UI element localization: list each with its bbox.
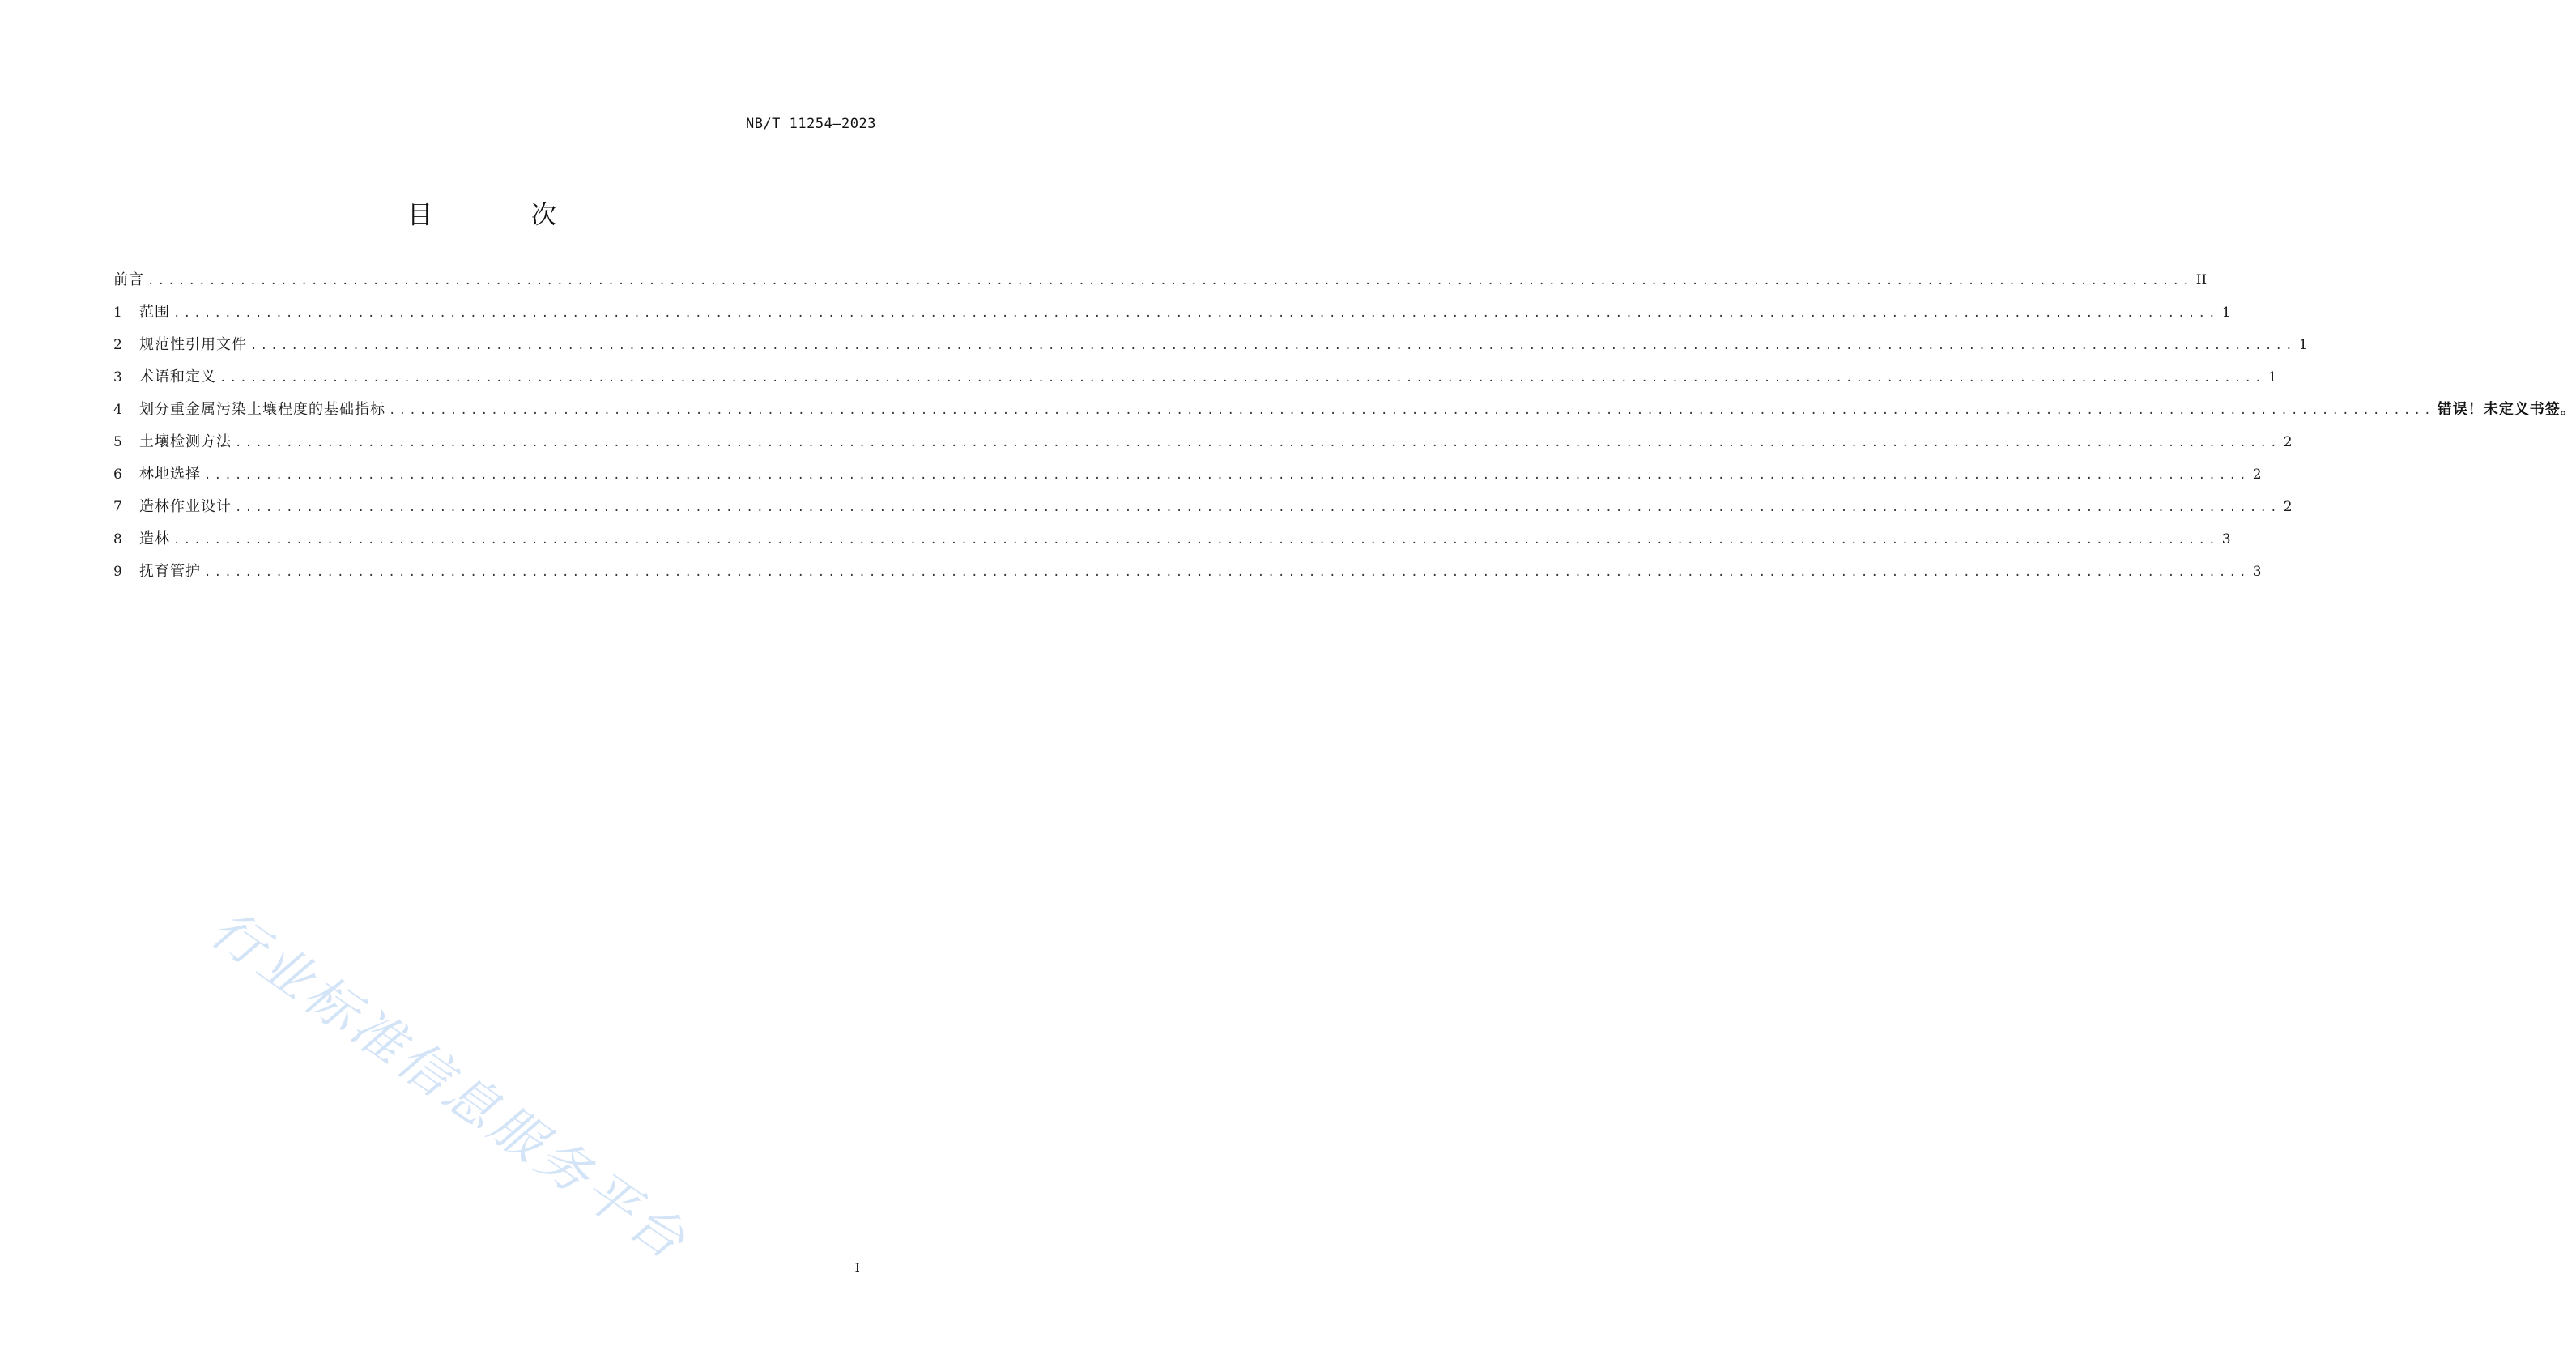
dot-leader: ........................................................................................................................................................................................................	[173, 534, 2219, 547]
toc-entry-number: 6	[113, 466, 122, 483]
toc-entry-page: 3	[2221, 531, 2231, 547]
toc-entry-basic-indicators[interactable]	[113, 394, 2576, 426]
dot-leader: ........................................................................................................................................................................................................	[173, 307, 2219, 320]
toc-entry-page: II	[2195, 272, 2208, 288]
toc-entry-foreword[interactable]	[113, 264, 2208, 296]
toc-entry-forest-land-selection[interactable]	[113, 458, 2262, 491]
toc-entry-page: 1	[2267, 369, 2277, 385]
dot-leader: ........................................................................................................................................................................................................	[147, 275, 2193, 288]
toc-entry-label: 林地选择	[139, 466, 201, 483]
toc-entry-number: 9	[113, 564, 122, 580]
page-number: I	[854, 1260, 860, 1276]
toc-entry-soil-testing-methods[interactable]	[113, 426, 2293, 458]
toc-entry-page-error: 错误！未定义书签。	[2437, 401, 2576, 418]
toc-entry-number: 4	[113, 402, 122, 418]
toc-entry-label: 前言	[113, 271, 144, 288]
toc-entry-number: 2	[113, 337, 122, 353]
toc-entry-afforestation[interactable]	[113, 523, 2231, 556]
toc-entry-afforestation-design[interactable]	[113, 491, 2293, 523]
table-of-contents	[113, 264, 2576, 588]
toc-entry-page: 1	[2298, 337, 2308, 353]
toc-entry-terms-definitions[interactable]	[113, 361, 2277, 394]
toc-entry-page: 1	[2221, 305, 2231, 321]
toc-entry-number: 3	[113, 369, 122, 385]
dot-leader: ........................................................................................................................................................................................................	[235, 501, 2280, 514]
dot-leader: ........................................................................................................................................................................................................	[389, 404, 2434, 417]
toc-entry-number: 7	[113, 499, 122, 515]
toc-entry-label: 造林	[139, 530, 170, 547]
toc-entry-label: 范围	[139, 304, 170, 321]
document-code: NB/T 11254—2023	[745, 116, 876, 132]
toc-entry-normative-references[interactable]	[113, 329, 2308, 361]
toc-entry-label: 规范性引用文件	[139, 336, 247, 353]
dot-leader: ........................................................................................................................................................................................................	[235, 437, 2280, 449]
toc-title: 目 次	[407, 201, 602, 230]
toc-entry-label: 抚育管护	[139, 563, 201, 580]
toc-entry-label: 术语和定义	[139, 368, 216, 385]
toc-entry-number: 1	[113, 305, 122, 321]
toc-entry-tending-management[interactable]	[113, 556, 2262, 588]
toc-entry-page: 2	[2283, 434, 2293, 450]
dot-leader: ........................................................................................................................................................................................................	[250, 339, 2296, 352]
toc-entry-number: 8	[113, 531, 122, 547]
toc-entry-page: 2	[2252, 466, 2262, 483]
toc-entry-number: 5	[113, 434, 122, 450]
toc-entry-label: 划分重金属污染土壤程度的基础指标	[139, 401, 385, 418]
toc-entry-label: 造林作业设计	[139, 498, 232, 515]
toc-entry-page: 3	[2252, 564, 2262, 580]
dot-leader: ........................................................................................................................................................................................................	[204, 566, 2250, 579]
dot-leader: ........................................................................................................................................................................................................	[204, 469, 2250, 482]
watermark: 行业标准信息服务平台	[199, 899, 699, 1274]
toc-entry-page: 2	[2283, 499, 2293, 515]
toc-entry-label: 土壤检测方法	[139, 433, 232, 450]
dot-leader: ........................................................................................................................................................................................................	[219, 372, 2265, 385]
toc-entry-scope[interactable]	[113, 296, 2231, 329]
